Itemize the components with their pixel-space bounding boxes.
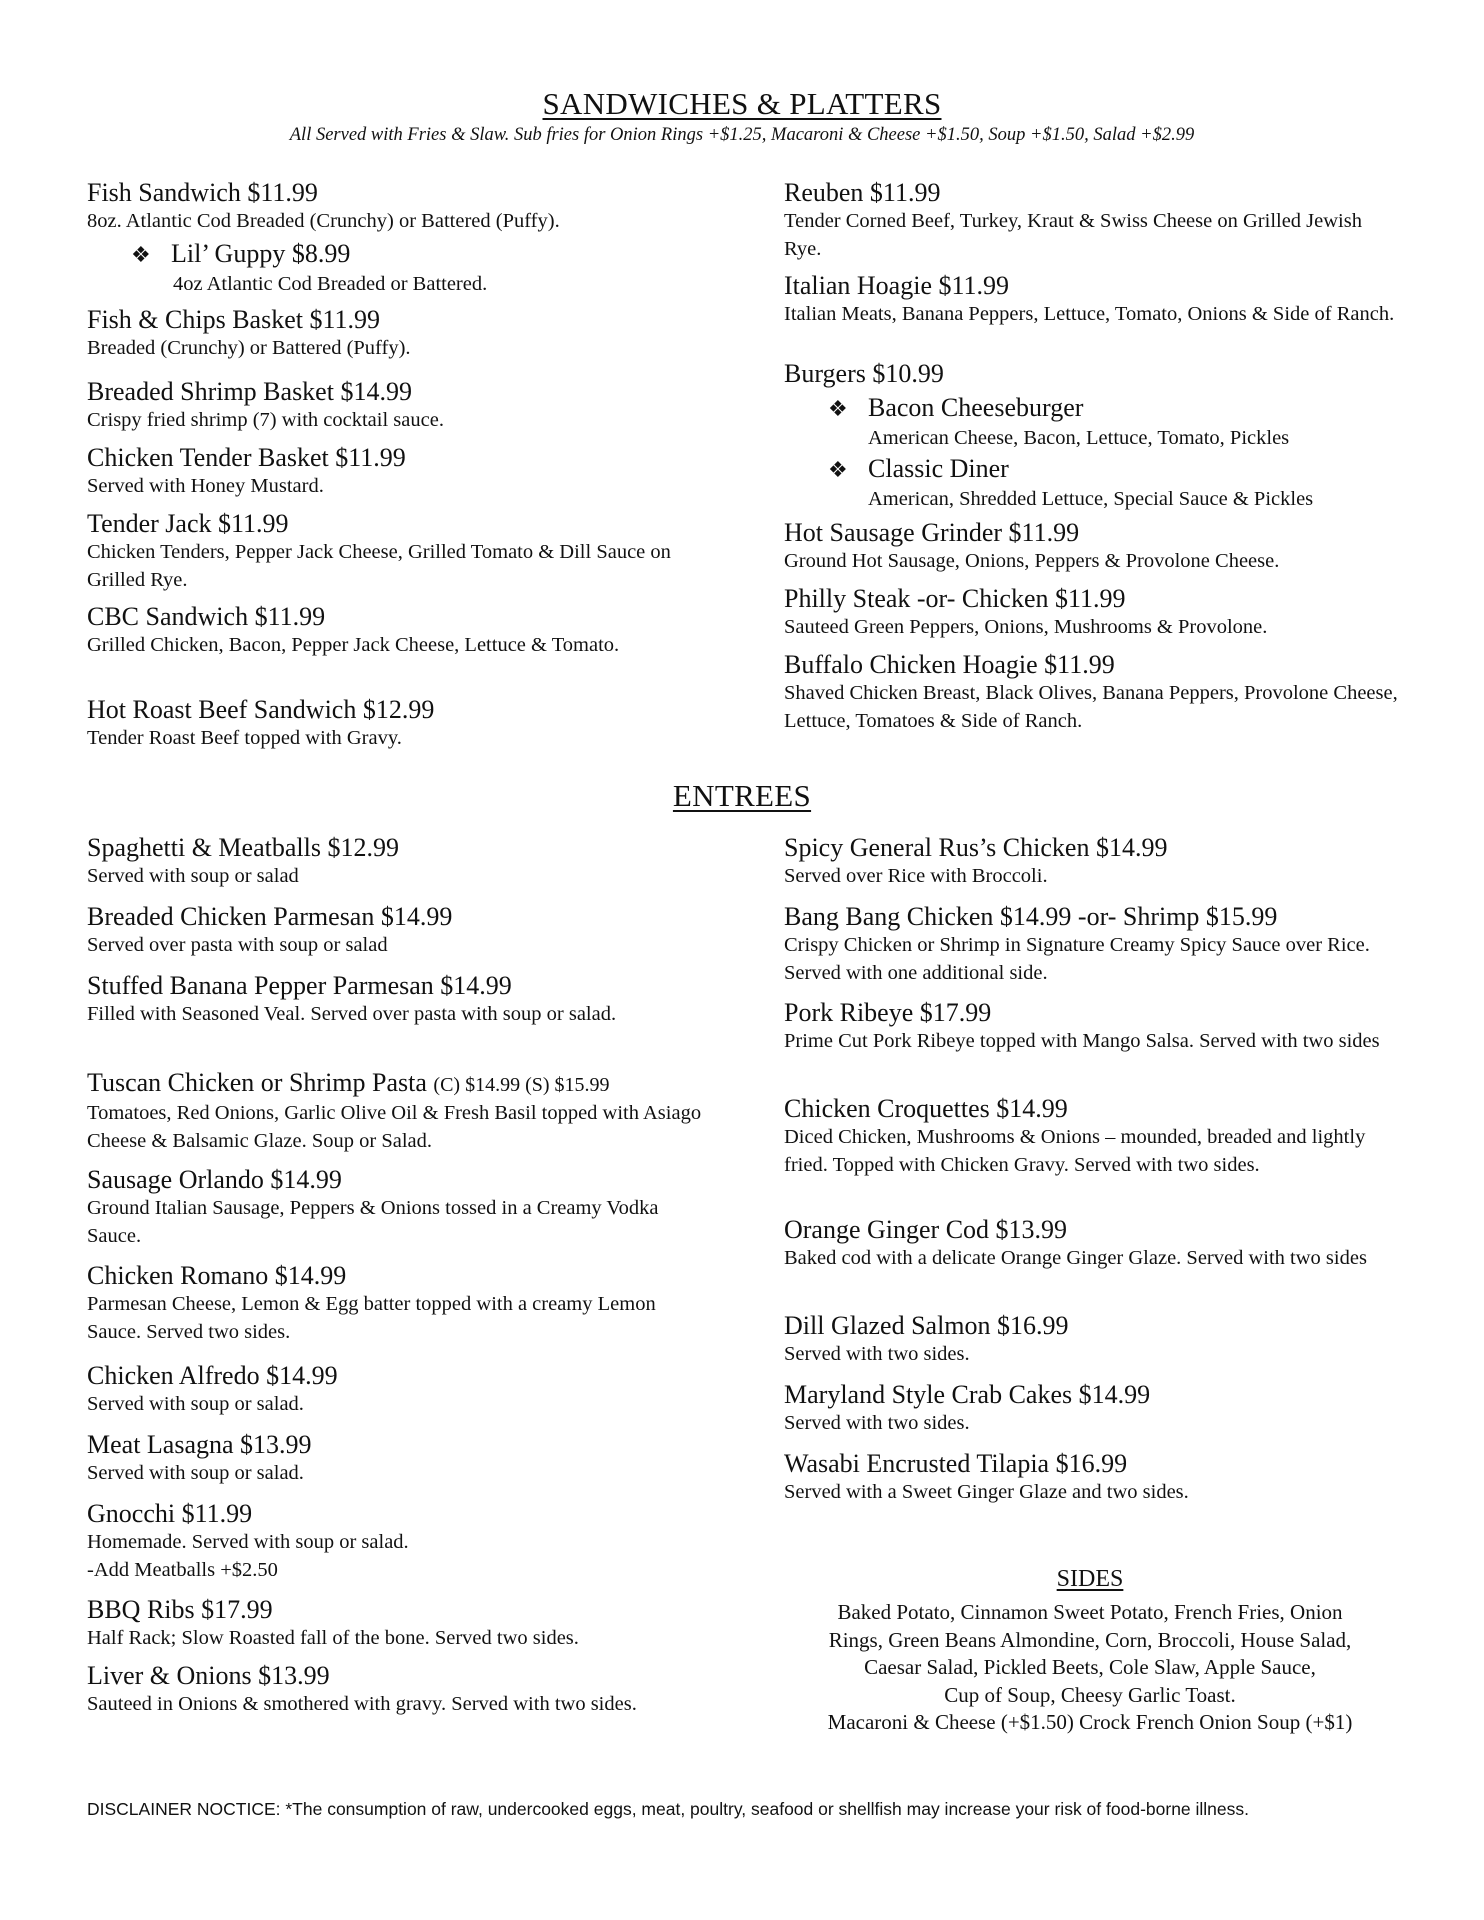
menu-item [87, 1361, 707, 1419]
item-name: Hot Sausage Grinder $11.99 [784, 518, 1080, 547]
item-name: Spicy General Rus’s Chicken $14.99 [784, 833, 1168, 862]
item-desc: Served with a Sweet Ginger Glaze and two sides. [784, 1481, 1189, 1503]
item-desc: Chicken Tenders, Pepper Jack Cheese, Grilled Tomato & Dill Sauce on Grilled Rye. [87, 541, 671, 591]
item-name: CBC Sandwich $11.99 [87, 602, 326, 631]
item-desc: Italian Meats, Banana Peppers, Lettuce, Tomato, Onions & Side of Ranch. [784, 303, 1395, 325]
sides-line: Rings, Green Beans Almondine, Corn, Broccoli, House Salad, [828, 1627, 1352, 1652]
item-name: Tender Jack $11.99 [87, 509, 289, 538]
item-desc: Half Rack; Slow Roasted fall of the bone. Served two sides. [87, 1627, 579, 1649]
sides-line: Macaroni & Cheese (+$1.50) Crock French Onion Soup (+$1) [827, 1710, 1353, 1734]
item-desc: Homemade. Served with soup or salad. [87, 1531, 409, 1553]
menu-item [784, 1215, 1404, 1273]
menu-item [87, 443, 707, 501]
item-name: Meat Lasagna $13.99 [87, 1430, 312, 1459]
sandwiches-title: SANDWICHES & PLATTERS [542, 86, 942, 121]
item-desc: Served over pasta with soup or salad [87, 934, 388, 956]
sandwiches-note: All Served with Fries & Slaw. Sub fries for Onion Rings +$1.25, Macaroni & Cheese +$1.50, Soup +$1.50, Salad +$2.99 [289, 125, 1195, 145]
item-desc: Tomatoes, Red Onions, Garlic Olive Oil & Fresh Basil topped with Asiago Cheese & Balsamic Glaze. Soup or Salad. [87, 1102, 702, 1152]
item-name: Dill Glazed Salmon $16.99 [784, 1311, 1069, 1340]
menu-item [87, 1165, 707, 1250]
sides-title: SIDES [1056, 1566, 1124, 1592]
sides-line: Cup of Soup, Cheesy Garlic Toast. [944, 1682, 1236, 1707]
item-name: Chicken Croquettes $14.99 [784, 1094, 1068, 1123]
menu-item [87, 178, 707, 236]
item-desc: Tender Corned Beef, Turkey, Kraut & Swiss Cheese on Grilled Jewish Rye. [784, 210, 1362, 260]
item-name: Pork Ribeye $17.99 [784, 998, 992, 1027]
menu-item [87, 1661, 707, 1719]
menu-item [87, 833, 707, 891]
menu-item [87, 602, 707, 660]
item-desc: Grilled Chicken, Bacon, Pepper Jack Cheese, Lettuce & Tomato. [87, 634, 620, 656]
item-name: Breaded Chicken Parmesan $14.99 [87, 902, 453, 931]
item-desc: 8oz. Atlantic Cod Breaded (Crunchy) or Battered (Puffy). [87, 210, 560, 232]
item-name: Fish & Chips Basket $11.99 [87, 305, 381, 334]
menu-item [87, 902, 707, 960]
menu-item [784, 1449, 1404, 1507]
item-desc: Served with soup or salad [87, 865, 299, 887]
item-desc: Served over Rice with Broccoli. [784, 865, 1048, 887]
diamond-bullet-icon: ❖ [131, 243, 151, 268]
menu-item [87, 1595, 707, 1653]
item-name: Buffalo Chicken Hoagie $11.99 [784, 650, 1115, 679]
item-desc: Baked cod with a delicate Orange Ginger Glaze. Served with two sides [784, 1247, 1367, 1269]
menu-item [87, 377, 707, 435]
menu-item [784, 998, 1404, 1056]
item-desc: Ground Italian Sausage, Peppers & Onions tossed in a Creamy Vodka Sauce. [87, 1197, 659, 1247]
menu-item [784, 650, 1404, 735]
sub-item [131, 239, 487, 299]
item-name: Chicken Tender Basket $11.99 [87, 443, 406, 472]
item-desc: Crispy fried shrimp (7) with cocktail sauce. [87, 409, 444, 431]
menu-item [87, 1430, 707, 1488]
menu-item [784, 518, 1404, 576]
item-desc: Served with two sides. [784, 1412, 970, 1434]
item-name: Fish Sandwich $11.99 [87, 178, 318, 207]
sides-section [770, 1566, 1410, 1737]
menu-item [784, 1094, 1404, 1179]
menu-item [87, 1261, 707, 1346]
menu-item [784, 1380, 1404, 1438]
menu-item [87, 1499, 707, 1584]
item-name: Philly Steak -or- Chicken $11.99 [784, 584, 1126, 613]
item-name: Classic Diner [868, 454, 1009, 483]
item-name: Chicken Romano $14.99 [87, 1261, 347, 1290]
item-desc: Breaded (Crunchy) or Battered (Puffy). [87, 337, 411, 359]
sides-line: Caesar Salad, Pickled Beets, Cole Slaw, Apple Sauce, [864, 1655, 1316, 1679]
menu-item [87, 971, 707, 1029]
item-desc: 4oz Atlantic Cod Breaded or Battered. [173, 273, 488, 295]
item-name: Lil’ Guppy $8.99 [171, 239, 351, 268]
item-name: Burgers $10.99 [784, 359, 944, 388]
item-desc: Prime Cut Pork Ribeye topped with Mango Salsa. Served with two sides [784, 1030, 1380, 1052]
item-name: Liver & Onions $13.99 [87, 1661, 330, 1690]
item-desc: Diced Chicken, Mushrooms & Onions – mounded, breaded and lightly fried. Topped with Chicken Gravy. Served with two sides. [784, 1126, 1366, 1176]
sub-item [828, 454, 1313, 514]
menu-item [784, 271, 1404, 329]
disclaimer-notice: DISCLAINER NOCTICE: *The consumption of raw, undercooked eggs, meat, poultry, seafood or shellfish may increase your risk of food-borne illness. [87, 1799, 1250, 1819]
item-name: Bang Bang Chicken $14.99 -or- Shrimp $15.99 [784, 902, 1278, 931]
menu-item [784, 833, 1404, 891]
menu-item [87, 305, 707, 363]
item-desc: American, Shredded Lettuce, Special Sauce & Pickles [868, 488, 1314, 510]
diamond-bullet-icon: ❖ [828, 458, 848, 483]
item-name: Gnocchi $11.99 [87, 1499, 253, 1528]
item-desc: Shaved Chicken Breast, Black Olives, Banana Peppers, Provolone Cheese, Lettuce, Tomatoes & Side of Ranch. [784, 682, 1398, 732]
menu-item [784, 359, 1404, 389]
item-desc: Sauteed in Onions & smothered with gravy. Served with two sides. [87, 1693, 637, 1715]
item-name: Bacon Cheeseburger [868, 393, 1084, 422]
menu-item [87, 509, 707, 594]
item-name: Hot Roast Beef Sandwich $12.99 [87, 695, 435, 724]
item-name: Wasabi Encrusted Tilapia $16.99 [784, 1449, 1128, 1478]
item-name: Italian Hoagie $11.99 [784, 271, 1010, 300]
entrees-title: ENTREES [672, 778, 812, 813]
item-desc: Tender Roast Beef topped with Gravy. [87, 727, 402, 749]
menu-item [784, 902, 1404, 987]
item-name: Spaghetti & Meatballs $12.99 [87, 833, 399, 862]
menu-item [784, 178, 1404, 263]
menu-item [784, 1311, 1404, 1369]
item-name: Orange Ginger Cod $13.99 [784, 1215, 1068, 1244]
menu-item [784, 584, 1404, 642]
item-desc: Ground Hot Sausage, Onions, Peppers & Provolone Cheese. [784, 550, 1280, 572]
item-name: Chicken Alfredo $14.99 [87, 1361, 338, 1390]
sub-item [828, 393, 1289, 453]
item-name: Breaded Shrimp Basket $14.99 [87, 377, 412, 406]
diamond-bullet-icon: ❖ [828, 397, 848, 422]
item-desc: Crispy Chicken or Shrimp in Signature Creamy Spicy Sauce over Rice. Served with one additional side. [784, 934, 1370, 984]
item-name: BBQ Ribs $17.99 [87, 1595, 273, 1624]
item-desc: Served with Honey Mustard. [87, 475, 324, 497]
item-desc: American Cheese, Bacon, Lettuce, Tomato, Pickles [868, 427, 1290, 449]
item-desc: Parmesan Cheese, Lemon & Egg batter topped with a creamy Lemon Sauce. Served two sides. [87, 1293, 656, 1343]
item-desc: Served with soup or salad. [87, 1462, 304, 1484]
menu-item [87, 695, 707, 753]
item-desc: Sauteed Green Peppers, Onions, Mushrooms & Provolone. [784, 616, 1268, 638]
sides-line: Baked Potato, Cinnamon Sweet Potato, French Fries, Onion [837, 1600, 1343, 1624]
menu-item [87, 1068, 707, 1155]
item-desc: Served with two sides. [784, 1343, 970, 1365]
item-desc: Filled with Seasoned Veal. Served over pasta with soup or salad. [87, 1003, 617, 1025]
item-name: Reuben $11.99 [784, 178, 941, 207]
item-name: Maryland Style Crab Cakes $14.99 [784, 1380, 1151, 1409]
item-price: (C) $14.99 (S) $15.99 [433, 1074, 610, 1096]
item-name: Sausage Orlando $14.99 [87, 1165, 342, 1194]
item-desc: Served with soup or salad. [87, 1393, 304, 1415]
item-name: Tuscan Chicken or Shrimp Pasta [87, 1068, 427, 1097]
item-addon: -Add Meatballs +$2.50 [87, 1558, 278, 1581]
item-name: Stuffed Banana Pepper Parmesan $14.99 [87, 971, 512, 1000]
